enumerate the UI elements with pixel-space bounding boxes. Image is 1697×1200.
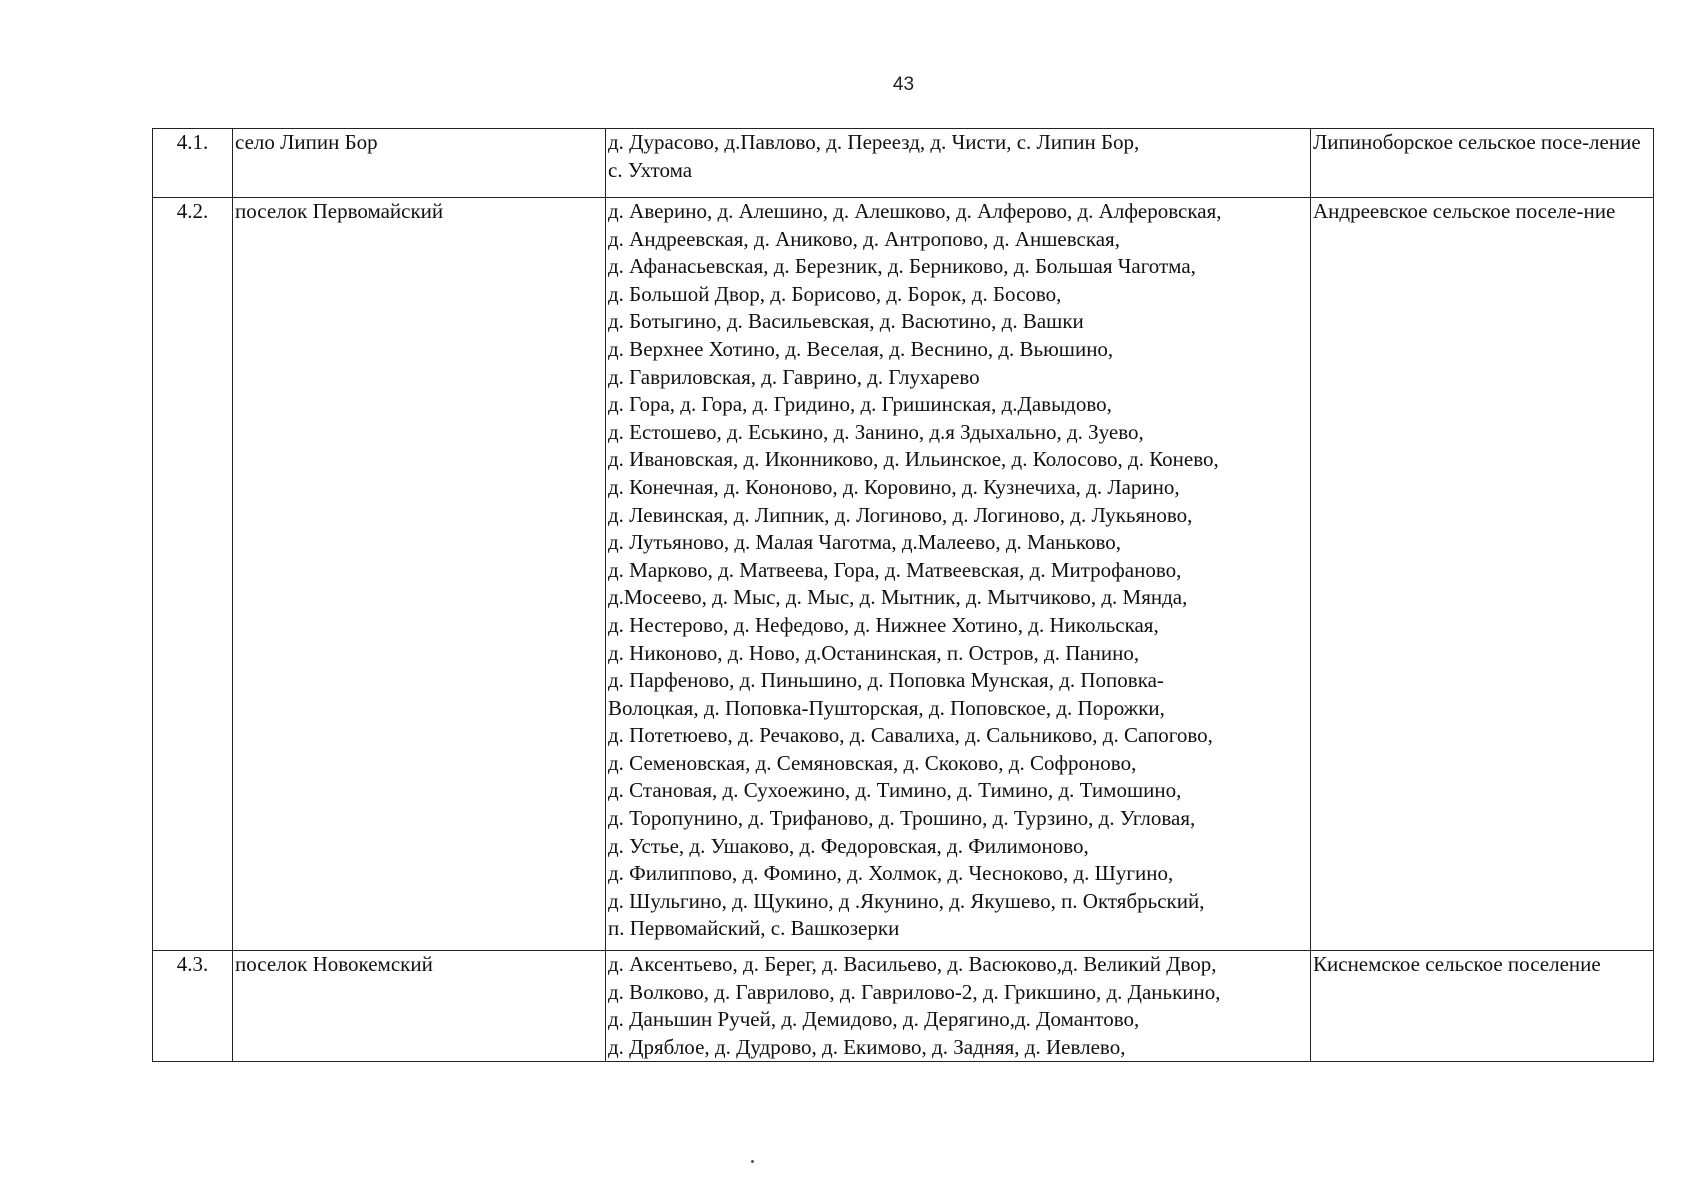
localities-line: п. Первомайский, с. Вашкозерки: [608, 916, 900, 941]
localities-line: с. Ухтома: [608, 157, 693, 182]
admin-center: поселок Первомайский: [233, 198, 606, 951]
localities-line: д. Становая, д. Сухоежино, д. Тимино, д. Тимино, д. Тимошино,: [608, 778, 1182, 803]
localities-line: д. Дряблое, д. Дудрово, д. Екимово, д. Задняя, д. Иевлево,: [608, 1034, 1126, 1059]
localities-line: д. Естошево, д. Еськино, д. Занино, д.я Здыхально, д. Зуево,: [608, 419, 1144, 444]
localities-line: д. Волково, д. Гаврилово, д. Гаврилово-2, д. Грикшино, д. Данькино,: [608, 979, 1221, 1004]
localities-line: д. Дурасово, д.Павлово, д. Переезд, д. Чисти, с. Липин Бор,: [608, 130, 1140, 154]
row-number: 4.3.: [153, 951, 233, 1062]
settlement-name: Андреевское сельское поселе-ние: [1311, 198, 1654, 951]
localities-line: д. Семеновская, д. Семяновская, д. Скоково, д. Софроново,: [608, 750, 1137, 775]
localities-line: д. Филиппово, д. Фомино, д. Холмок, д. Чесноково, д. Шугино,: [608, 861, 1174, 886]
localities-line: д. Ботыгино, д. Васильевская, д. Васютино, д. Вашки: [608, 309, 1084, 334]
scan-speck: [751, 1160, 754, 1163]
localities-line: д. Аксентьево, д. Берег, д. Васильево, д. Васюково,д. Великий Двор,: [608, 952, 1217, 976]
localities-line: д. Андреевская, д. Аниково, д. Антропово, д. Аншевская,: [608, 226, 1120, 251]
table-row: [153, 198, 1654, 951]
localities-line: д. Большой Двор, д. Борисово, д. Борок, д. Босово,: [608, 281, 1062, 306]
localities-line: д. Устье, д. Ушаково, д. Федоровская, д. Филимоново,: [608, 833, 1089, 858]
localities-line: д. Гора, д. Гора, д. Гридино, д. Гришинская, д.Давыдово,: [608, 392, 1112, 417]
localities-line: д. Левинская, д. Липник, д. Логиново, д. Логиново, д. Лукьяново,: [608, 502, 1193, 527]
localities-line: д. Верхнее Хотино, д. Веселая, д. Веснино, д. Вьюшино,: [608, 336, 1114, 361]
localities-line: д. Гавриловская, д. Гаврино, д. Глухарево: [608, 364, 980, 389]
localities-line: д.Мосеево, д. Мыс, д. Мыс, д. Мытник, д. Мытчиково, д. Мянда,: [608, 585, 1188, 610]
page-number: 43: [892, 74, 915, 95]
localities-line: д. Торопунино, д. Трифаново, д. Трошино, д. Турзино, д. Угловая,: [608, 806, 1196, 831]
settlement-name: Киснемское сельское поселение: [1311, 951, 1654, 1062]
row-number: 4.2.: [153, 198, 233, 951]
table-row: [153, 129, 1654, 198]
row-number: 4.1.: [153, 129, 233, 198]
localities-line: д. Конечная, д. Кононово, д. Коровино, д. Кузнечиха, д. Ларино,: [608, 474, 1180, 499]
settlements-table: [152, 128, 1654, 1062]
admin-center: село Липин Бор: [233, 129, 606, 198]
admin-center: поселок Новокемский: [233, 951, 606, 1062]
localities-list: [606, 951, 1311, 1062]
localities-list: [606, 198, 1311, 951]
localities-line: д. Нестерово, д. Нефедово, д. Нижнее Хотино, д. Никольская,: [608, 612, 1159, 637]
localities-line: д. Ивановская, д. Иконниково, д. Ильинское, д. Колосово, д. Конево,: [608, 447, 1219, 472]
settlement-name: Липиноборское сельское посе-ление: [1311, 129, 1654, 198]
localities-line: д. Парфеново, д. Пиньшино, д. Поповка Мунская, д. Поповка-: [608, 668, 1164, 693]
localities-line: д. Афанасьевская, д. Березник, д. Берниково, д. Большая Чаготма,: [608, 254, 1196, 279]
localities-line: д. Никоново, д. Ново, д.Останинская, п. Остров, д. Панино,: [608, 640, 1140, 665]
localities-line: Волоцкая, д. Поповка-Пушторская, д. Поповское, д. Порожки,: [608, 695, 1165, 720]
localities-line: д. Потетюево, д. Речаково, д. Савалиха, д. Сальниково, д. Сапогово,: [608, 723, 1213, 748]
localities-line: д. Марково, д. Матвеева, Гора, д. Матвеевская, д. Митрофаново,: [608, 557, 1182, 582]
table-row: [153, 951, 1654, 1062]
localities-line: д. Даньшин Ручей, д. Демидово, д. Дерягино,д. Домантово,: [608, 1007, 1140, 1032]
localities-line: д. Аверино, д. Алешино, д. Алешково, д. Алферово, д. Алферовская,: [608, 199, 1222, 223]
localities-list: [606, 129, 1311, 198]
localities-line: д. Шульгино, д. Щукино, д .Якунино, д. Якушево, п. Октябрьский,: [608, 888, 1205, 913]
localities-line: д. Лутьяново, д. Малая Чаготма, д.Малеево, д. Маньково,: [608, 530, 1121, 555]
